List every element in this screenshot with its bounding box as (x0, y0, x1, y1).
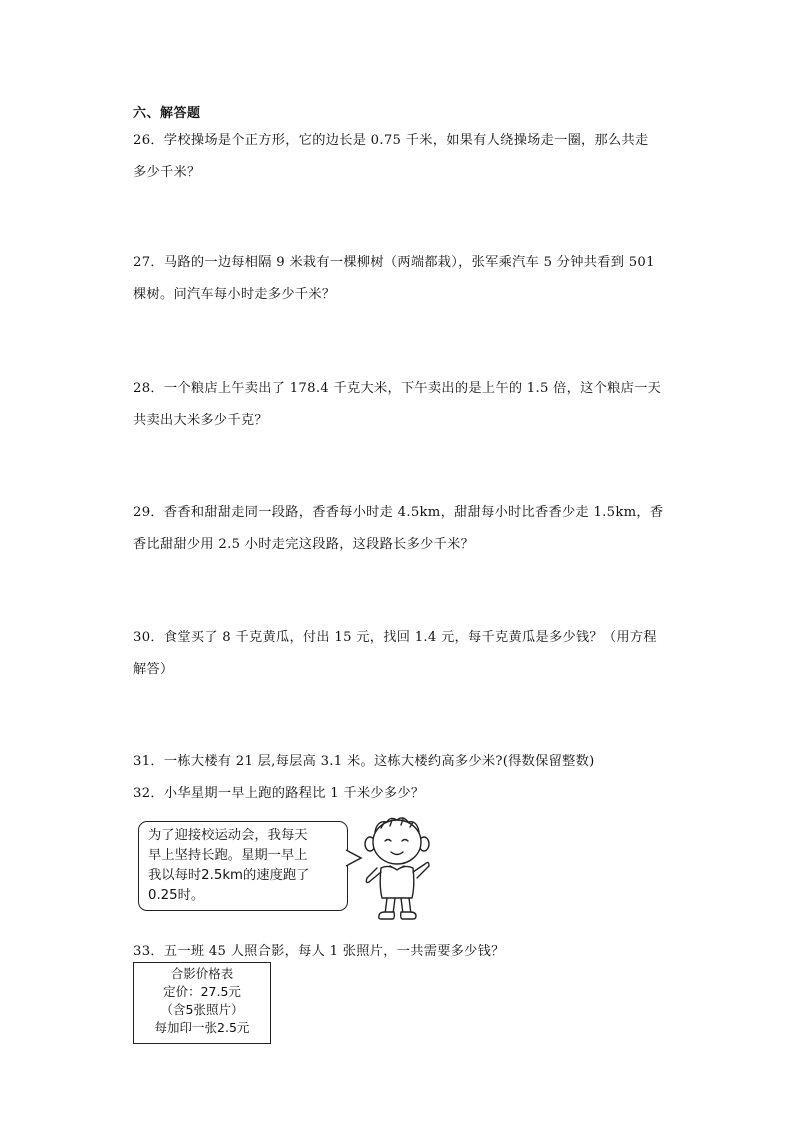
speech-line: 0.25时。 (148, 888, 205, 903)
question-line: 多少千米？ (133, 165, 201, 180)
question-line: 香比甜甜少用 2.5 小时走完这段路，这段路长多少千米？ (133, 537, 475, 552)
question-line: 解答） (133, 662, 174, 677)
question-line: 32．小华星期一早上跑的路程比 1 千米少多少？ (133, 786, 425, 801)
speech-line: 我以每时2.5km的速度跑了 (148, 868, 310, 883)
section-title: 六、解答题 (133, 106, 201, 121)
question-line: 棵树。问汽车每小时走多少千米？ (133, 287, 336, 302)
question-line: 30．食堂买了 8 千克黄瓜，付出 15 元，找回 1.4 元，每千克黄瓜是多少钱？（用方程 (133, 630, 657, 645)
speech-bubble (138, 821, 348, 911)
question-26 (133, 125, 661, 189)
question-line: 31．一栋大楼有 21 层,每层高 3.1 米。这栋大楼约高多少米?(得数保留整数) (133, 754, 595, 769)
price-table-line: 每加印一张2.5元 (154, 1020, 250, 1035)
question-line: 27．马路的一边每相隔 9 米栽有一棵柳树（两端都栽），张军乘汽车 5 分钟共看到 501 (133, 255, 655, 270)
question-32 (133, 778, 661, 810)
question-30 (133, 622, 661, 686)
question-28 (133, 373, 661, 437)
question-29 (133, 497, 664, 561)
question-31 (133, 746, 661, 778)
question-line: 33．五一班 45 人照合影，每人 1 张照片，一共需要多少钱？ (133, 944, 505, 959)
price-table (133, 962, 271, 1044)
question-27 (133, 247, 661, 311)
question-line: 28．一个粮店上午卖出了 178.4 千克大米，下午卖出的是上午的 1.5 倍，这个粮店一天 (133, 381, 662, 396)
question-line: 29．香香和甜甜走同一段路，香香每小时走 4.5km，甜甜每小时比香香少走 1.5km，香 (133, 505, 664, 520)
price-table-line: （含5张照片） (160, 1002, 244, 1017)
question-line: 26．学校操场是个正方形，它的边长是 0.75 千米，如果有人绕操场走一圈，那么共走 (133, 133, 649, 148)
price-table-title: 合影价格表 (170, 966, 234, 981)
boy-cartoon-icon (357, 816, 437, 924)
question-line: 共卖出大米多少千克？ (133, 413, 268, 428)
speech-line: 为了迎接校运动会，我每天 (148, 828, 308, 843)
speech-line: 早上坚持长跑。星期一早上 (148, 848, 308, 863)
price-table-line: 定价：27.5元 (163, 984, 241, 999)
